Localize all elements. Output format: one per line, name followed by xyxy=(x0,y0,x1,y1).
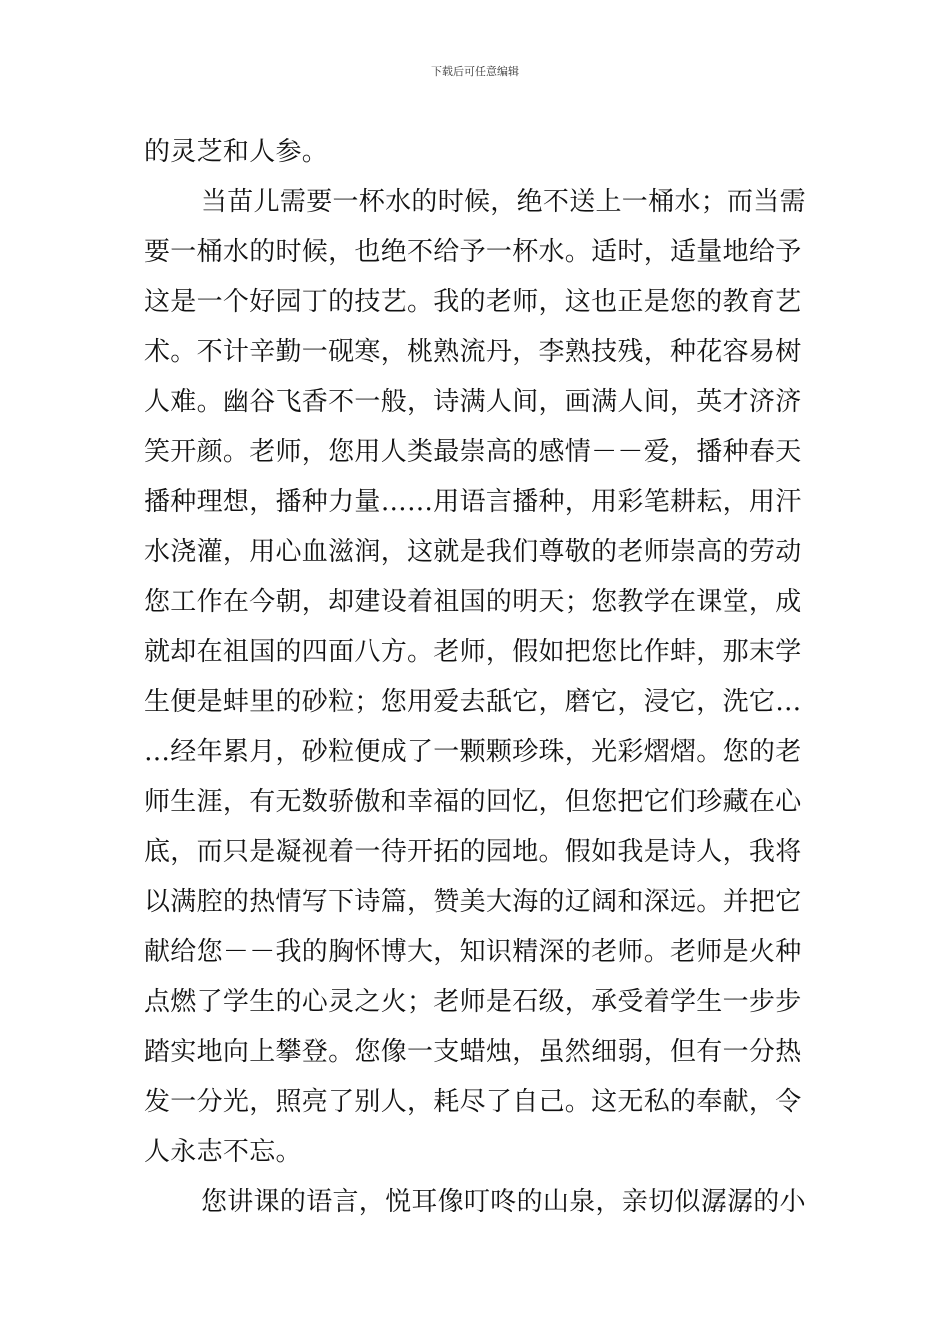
text-line: 这是一个好园丁的技艺。我的老师，这也正是您的教育艺 xyxy=(144,287,802,317)
page-header: 下载后可任意编辑 xyxy=(431,65,519,78)
text-line: 的灵芝和人参。 xyxy=(144,137,329,167)
text-line: 您工作在今朝，却建设着祖国的明天；您教学在课堂，成 xyxy=(144,587,802,617)
text-line: 点燃了学生的心灵之火；老师是石级，承受着学生一步步 xyxy=(144,987,802,1017)
text-line: 发一分光，照亮了别人，耗尽了自己。这无私的奉献，令 xyxy=(144,1087,802,1117)
text-line: 踏实地向上攀登。您像一支蜡烛，虽然细弱，但有一分热 xyxy=(144,1037,802,1067)
text-line: 人难。幽谷飞香不一般，诗满人间，画满人间，英才济济 xyxy=(144,387,802,417)
text-line: 笑开颜。老师，您用人类最崇高的感情－－爱，播种春天 xyxy=(144,437,802,467)
body-text xyxy=(144,127,814,1227)
paragraph-first-line: 您讲课的语言，悦耳像叮咚的山泉，亲切似潺潺的小 xyxy=(201,1187,806,1217)
text-line: 献给您－－我的胸怀博大，知识精深的老师。老师是火种 xyxy=(144,937,802,967)
text-line: 水浇灌，用心血滋润，这就是我们尊敬的老师崇高的劳动 xyxy=(144,537,802,567)
text-line: 底，而只是凝视着一待开拓的园地。假如我是诗人，我将 xyxy=(144,837,802,867)
text-line: 师生涯，有无数骄傲和幸福的回忆，但您把它们珍藏在心 xyxy=(144,787,802,817)
text-line: 人永志不忘。 xyxy=(144,1137,302,1167)
text-line: 生便是蚌里的砂粒；您用爱去舐它，磨它，浸它，洗它… xyxy=(144,687,802,717)
paragraph-first-line: 当苗儿需要一杯水的时候，绝不送上一桶水；而当需 xyxy=(201,187,806,217)
text-line: 就却在祖国的四面八方。老师，假如把您比作蚌，那末学 xyxy=(144,637,802,667)
text-line: 要一桶水的时候，也绝不给予一杯水。适时，适量地给予 xyxy=(144,237,802,267)
text-line: 播种理想，播种力量……用语言播种，用彩笔耕耘，用汗 xyxy=(144,487,802,517)
text-line: 以满腔的热情写下诗篇，赞美大海的辽阔和深远。并把它 xyxy=(144,887,802,917)
text-line: 术。不计辛勤一砚寒，桃熟流丹，李熟技残，种花容易树 xyxy=(144,337,802,367)
text-line: …经年累月，砂粒便成了一颗颗珍珠，光彩熠熠。您的老 xyxy=(144,737,802,767)
